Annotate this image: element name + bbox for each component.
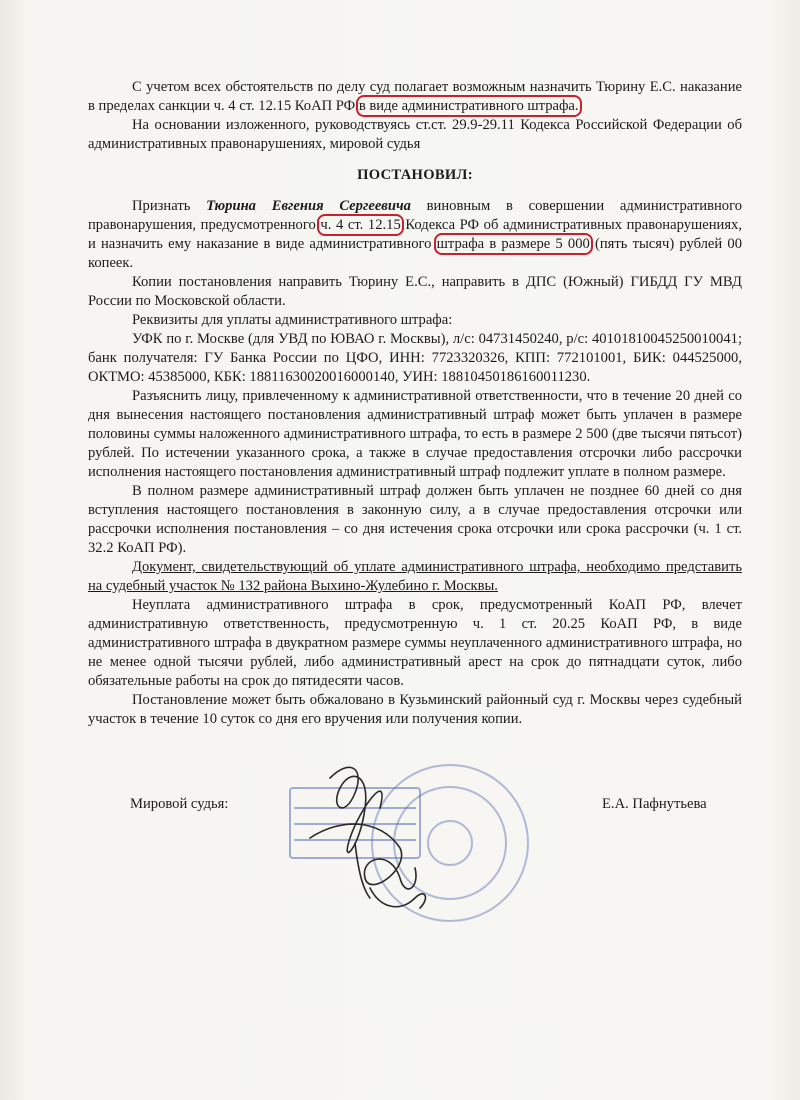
- resolution-title: ПОСТАНОВИЛ:: [357, 167, 473, 183]
- highlight-fine-amount: штрафа в размере 5 000: [436, 236, 590, 252]
- paragraph-penalty-basis: С учетом всех обстоятельств по делу суд полагает возможным назначить Тюрину Е.С. наказание в пределах санкции ч. 4 ст. 12.15 КоАП РФ в виде административного штрафа.: [88, 79, 742, 114]
- paragraph-half-payment: Разъяснить лицу, привлеченному к административной ответственности, что в течение 20 дней со дня вынесения настоящего постановления административный штраф может быть уплачен в размере половины суммы наложенного административного штрафа, то есть в размере 2 500 (две тысячи пятьсот) рублей. По истечении указанного срока, а также в случае предоставления отсрочки либо рассрочки исполнения настоящего постановления административный штраф подлежит уплате в полном размере.: [88, 388, 742, 480]
- paragraph-payment-details-heading: Реквизиты для уплаты административного штрафа:: [132, 312, 453, 328]
- paragraph-full-payment: В полном размере административный штраф должен быть уплачен не позднее 60 дней со дня вступления настоящего постановления в законную силу, а в случае предоставления отсрочки или рассрочки исполнения постановления – со дня истечения срока отсрочки или срока рассрочки (ч. 1 ст. 32.2 КоАП РФ).: [88, 483, 742, 556]
- paragraph-verdict: Признать Тюрина Евгения Сергеевича виновным в совершении административного правонарушения, предусмотренного ч. 4 ст. 12.15 Кодекса РФ об административных правонарушениях, и назначить ему наказание в виде административного штрафа в размере 5 000 (пять тысяч) рублей 00 копеек.: [88, 198, 742, 271]
- paragraph-copies: Копии постановления направить Тюрину Е.С., направить в ДПС (Южный) ГИБДД ГУ МВД России по Московской области.: [88, 274, 742, 309]
- highlight-admin-fine: в виде административного штрафа.: [358, 98, 579, 114]
- paragraph-appeal: Постановление может быть обжаловано в Кузьминский районный суд г. Москвы через судебный участок в течение 10 суток со дня его вручения или получения копии.: [88, 692, 742, 727]
- paragraph-payment-details: УФК по г. Москве (для УВД по ЮВАО г. Москвы), л/с: 04731450240, р/с: 40101810045250010041; банк получателя: ГУ Банка России по ЦФО, ИНН: 7723320326, КПП: 772101001, БИК: 044525000, ОКТМО: 45385000, КБК: 18811630020016000140, УИН: 18810450186160011230.: [88, 331, 742, 385]
- judge-label: Мировой судья:: [130, 796, 229, 812]
- paragraph-legal-basis: На основании изложенного, руководствуясь ст.ст. 29.9-29.11 Кодекса Российской Федерации об административных правонарушениях, мировой судья: [88, 117, 742, 152]
- highlight-article: ч. 4 ст. 12.15: [320, 217, 401, 233]
- paragraph-payment-proof: Документ, свидетельствующий об уплате административного штрафа, необходимо представить на судебный участок № 132 района Выхино-Жулебино г. Москвы.: [88, 559, 742, 594]
- paragraph-non-payment: Неуплата административного штрафа в срок, предусмотренный КоАП РФ, влечет административную ответственность, предусмотренную ч. 1 ст. 20.25 КоАП РФ, в виде административного штрафа в двукратном размере суммы неуплаченного административного штрафа, но не менее одной тысячи рублей, либо административный арест на срок до пятнадцати суток, либо обязательные работы на срок до пятидесяти часов.: [88, 597, 742, 689]
- stamp-and-signature: [270, 748, 570, 938]
- judge-name: Е.А. Пафнутьева: [602, 796, 707, 812]
- document-body: [88, 78, 742, 729]
- defendant-name: Тюрина Евгения Сергеевича: [206, 198, 411, 214]
